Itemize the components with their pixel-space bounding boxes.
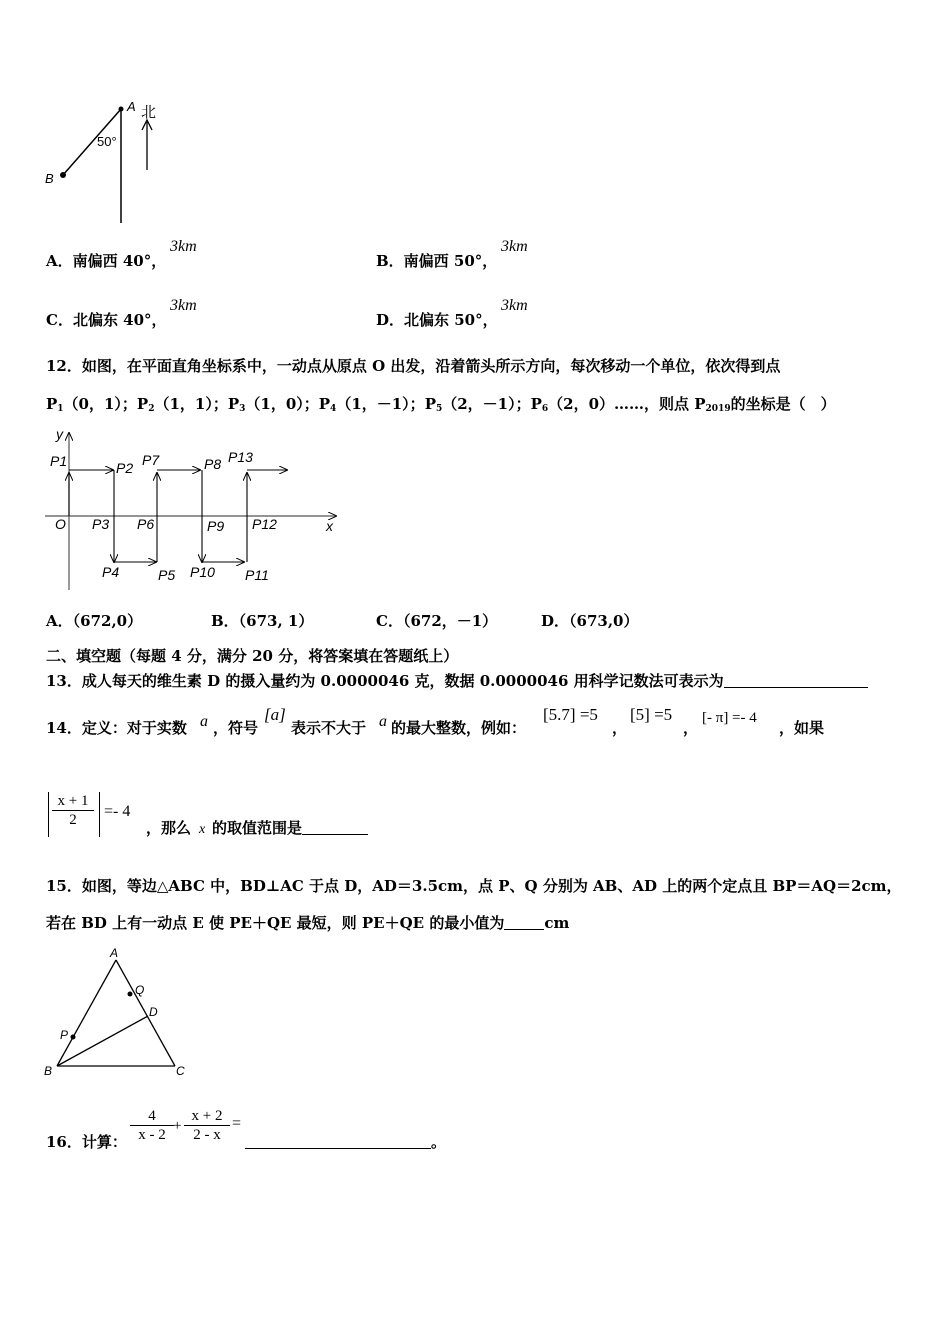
q14-text-7: 的取值范围是	[212, 819, 368, 837]
q11-option-a[interactable]: A．南偏西 40°，	[46, 252, 167, 270]
q15-stem-line1: 15．如图，等边△ABC 中，BD⊥AC 于点 D，AD＝3.5cm，点 P、Q 分别为 AB、AD 上的两个定点且 BP＝AQ＝2cm，	[46, 877, 902, 895]
q14-equation-rhs: =- 4	[104, 803, 131, 820]
point-label-p8: P8	[204, 456, 222, 472]
section-heading: 二、填空题（每题 4 分，满分 20 分，将答案填在答题纸上）	[46, 647, 459, 665]
q14-fraction-num: x + 1	[52, 792, 94, 811]
compass-label-b: B	[45, 171, 54, 186]
tri-label-c: C	[176, 1064, 185, 1078]
q16-fraction-2	[184, 1107, 230, 1144]
q14-text-4: 的最大整数，例如：	[391, 719, 527, 737]
q11-option-c[interactable]: C．北偏东 40°，	[46, 311, 167, 329]
axis-label-x: x	[326, 518, 333, 534]
q12-option-d[interactable]: D．（673,0）	[541, 612, 639, 630]
q16-equals: =	[232, 1115, 242, 1132]
q14-fraction-den: 2	[69, 812, 77, 828]
q14-text-5: ，如果	[779, 719, 825, 737]
q16-plus: +	[173, 1118, 182, 1134]
compass-label-north: 北	[141, 104, 157, 121]
point-label-p4: P4	[102, 564, 120, 580]
q16-fraction-1	[130, 1107, 174, 1144]
point-label-p11: P11	[245, 567, 269, 583]
q14-var-x: x	[199, 822, 206, 837]
q16-label: 16．计算：	[46, 1133, 127, 1151]
q14-text-2: ，符号	[213, 719, 259, 737]
q14-sep-1: ，	[612, 719, 628, 737]
q13-stem: 13．成人每天的维生素 D 的摄入量约为 0.0000046 克，数据 0.0000046 用科学记数法可表示为	[46, 672, 868, 690]
tri-label-d: D	[149, 1005, 158, 1019]
q14-text-1: 14．定义：对于实数	[46, 719, 187, 737]
q14-example-2: [5] =5	[630, 705, 673, 724]
q12-option-a[interactable]: A．（672,0）	[46, 612, 143, 630]
point-label-p3: P3	[92, 516, 110, 532]
q14-sep-2: ，	[683, 719, 699, 737]
q12-stem-line2: $P_1(0$，1）；$P_2(1$，1）；$P_3(1$，0）；$P_4(1$，－1）；$P_5(2$，－1）；$P_6(2$，0）……，则点 $P_{2019}$的坐标是（ ）	[46, 395, 836, 414]
point-label-p2: P2	[116, 460, 134, 476]
q12-option-c[interactable]: C．（672，－1）	[376, 612, 498, 630]
point-label-p6: P6	[137, 516, 155, 532]
q14-example-3: [- π] =- 4	[702, 710, 757, 726]
q16-fraction-1-num: 4	[130, 1107, 174, 1126]
q11-option-d[interactable]: D．北偏东 50°，	[376, 311, 498, 329]
point-label-p7: P7	[142, 452, 160, 468]
q14-fraction	[52, 792, 94, 829]
q15-stem-line2: 若在 BD 上有一动点 E 使 PE＋QE 最短，则 PE＋QE 的最小值为 cm	[46, 914, 570, 932]
q12-coordinate-graph	[40, 425, 345, 595]
q11-option-b[interactable]: B．南偏西 50°，	[376, 252, 498, 270]
point-label-p5: P5	[158, 567, 176, 583]
point-label-p13: P13	[228, 449, 253, 465]
q14-answer-blank[interactable]	[302, 820, 368, 835]
point-label-p10: P10	[190, 564, 215, 580]
q15-answer-blank[interactable]	[504, 915, 544, 930]
point-label-p9: P9	[207, 518, 225, 534]
tri-label-p: P	[60, 1028, 69, 1042]
tri-label-q: Q	[135, 983, 145, 997]
compass-label-a: A	[127, 99, 136, 114]
q15-triangle-figure	[40, 945, 200, 1080]
q12-stem-line1: 12．如图，在平面直角坐标系中，一动点从原点 O 出发，沿着箭头所示方向，每次移动一个单位，依次得到点	[46, 357, 781, 375]
q11-option-c-dist: 3km	[170, 297, 197, 314]
q14-text-3: 表示不大于	[291, 719, 367, 737]
q12-option-b[interactable]: B．（673, 1）	[211, 612, 314, 630]
q16-answer-blank[interactable]	[245, 1134, 431, 1149]
compass-angle-label: 50°	[97, 134, 117, 149]
q11-option-b-dist: 3km	[501, 238, 528, 255]
q14-text-6: ，那么	[146, 819, 192, 837]
tri-label-a: A	[110, 946, 119, 960]
q16-fraction-1-den: x - 2	[138, 1127, 166, 1143]
q11-option-a-dist: 3km	[170, 238, 197, 255]
axis-label-y: y	[56, 426, 63, 442]
origin-label: O	[55, 516, 66, 532]
q14-var-a1: a	[200, 713, 208, 730]
tri-label-b: B	[44, 1064, 53, 1078]
q13-answer-blank[interactable]	[724, 673, 868, 688]
q11-option-d-dist: 3km	[501, 297, 528, 314]
q14-example-1: [5.7] =5	[543, 705, 598, 724]
q16-fraction-2-den: 2 - x	[193, 1127, 221, 1143]
q16-answer: 。	[245, 1133, 446, 1151]
q14-bracket-a: [a]	[264, 705, 286, 724]
point-label-p12: P12	[252, 516, 277, 532]
q16-fraction-2-num: x + 2	[184, 1107, 230, 1126]
q14-var-a2: a	[379, 713, 387, 730]
point-label-p1: P1	[50, 453, 68, 469]
compass-figure	[40, 95, 170, 230]
